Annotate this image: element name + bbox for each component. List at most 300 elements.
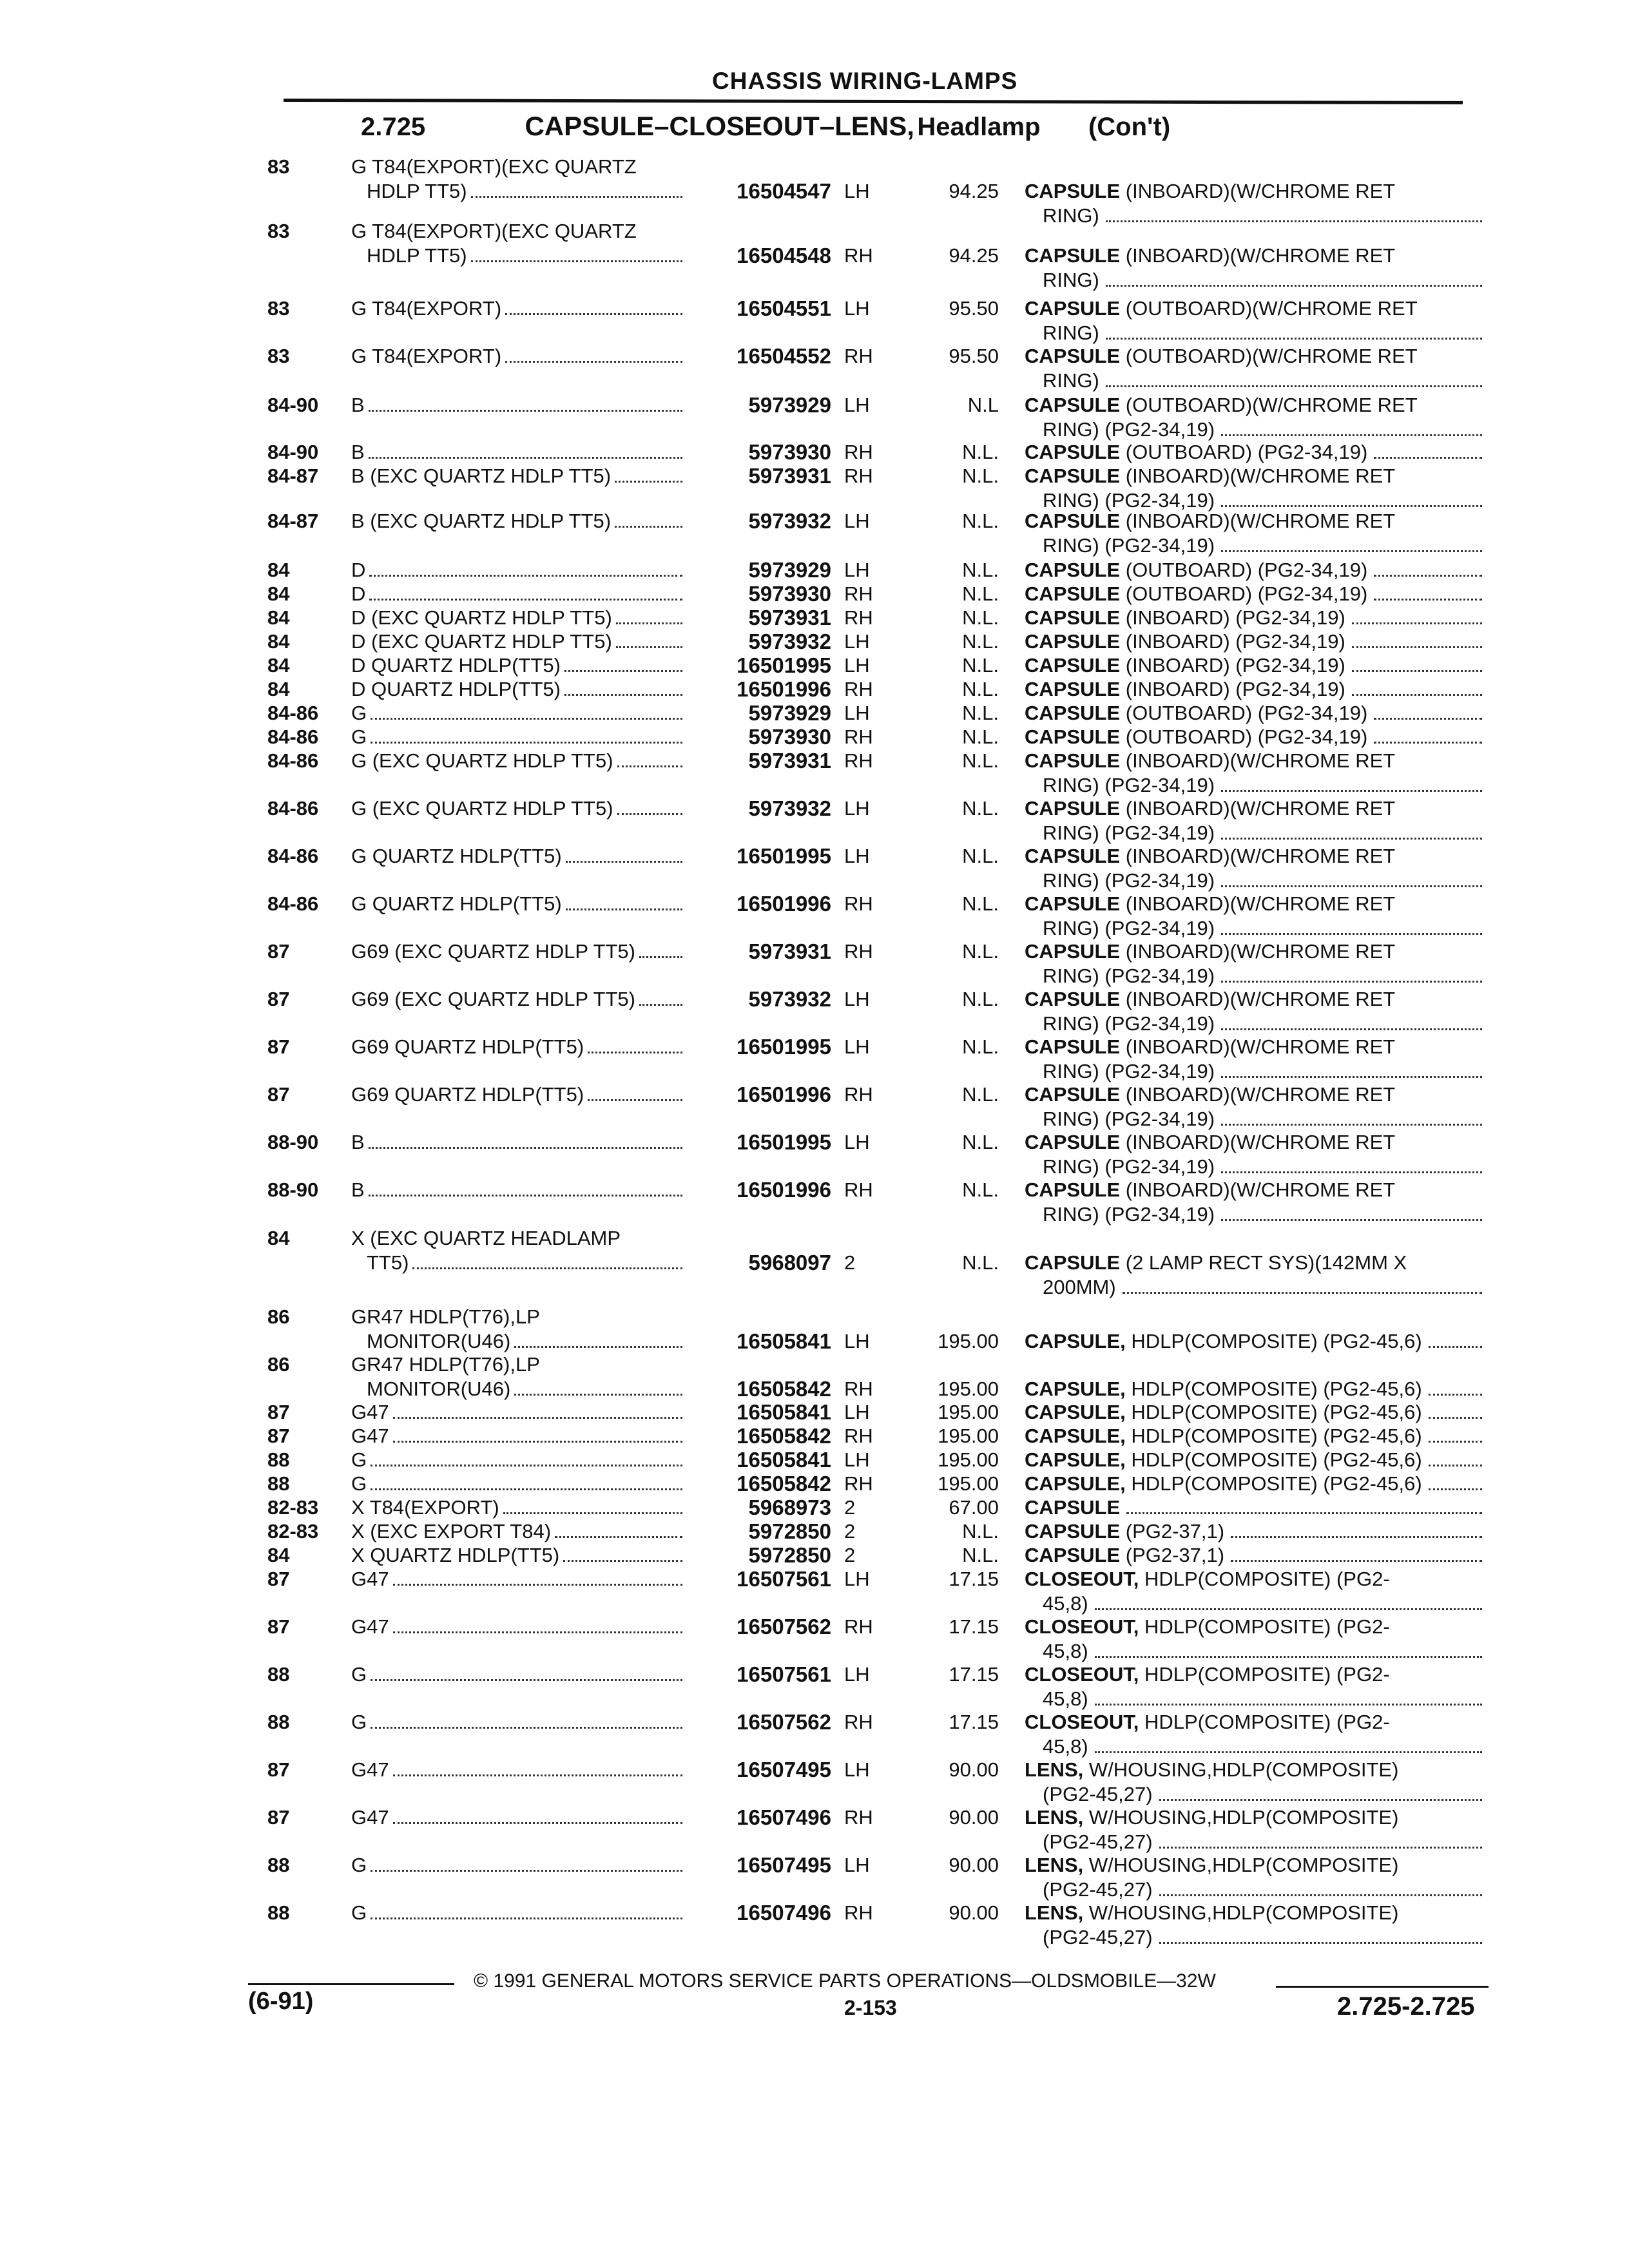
entry-description	[351, 939, 686, 964]
description-text: TT5)	[367, 1251, 409, 1274]
part-name-line	[1025, 1758, 1482, 1782]
quantity: LH	[844, 845, 870, 867]
part-name	[1025, 1178, 1482, 1227]
price: N.L.	[962, 1251, 999, 1274]
dot-leader	[1095, 1656, 1482, 1658]
description-line	[351, 296, 686, 321]
part-name	[1025, 1615, 1482, 1664]
part-name	[1025, 244, 1482, 293]
price: 95.50	[949, 297, 999, 320]
part-name	[1025, 344, 1482, 393]
part-name	[1025, 464, 1482, 513]
part-keyword: CAPSULE	[1025, 244, 1121, 267]
price: 195.00	[938, 1330, 999, 1352]
price: 90.00	[949, 1854, 999, 1876]
description-line	[351, 558, 686, 582]
quantity: LH	[844, 559, 870, 581]
description-text: G	[351, 1448, 367, 1471]
entry-year: 84-86	[267, 726, 319, 748]
price: N.L.	[962, 510, 999, 532]
part-name-text: RING) (PG2-34,19)	[1043, 965, 1215, 987]
entry-description	[351, 393, 686, 418]
part-keyword: CAPSULE	[1025, 726, 1121, 748]
entry-description	[351, 677, 686, 702]
part-name-line	[1025, 1178, 1482, 1202]
price: N.L.	[962, 606, 999, 629]
description-line	[351, 1901, 686, 1925]
part-keyword: CAPSULE	[1025, 654, 1121, 677]
description-text: G69 (EXC QUARTZ HDLP TT5)	[351, 940, 635, 963]
dot-leader	[1352, 622, 1482, 624]
entry-year: 83	[267, 345, 290, 367]
description-line	[351, 440, 686, 465]
entry-year: 84-86	[267, 845, 319, 867]
part-name-text: CAPSULE (INBOARD)(W/CHROME RET	[1025, 510, 1396, 532]
dot-leader	[1106, 285, 1482, 287]
entry-description	[351, 725, 686, 749]
dot-leader	[471, 260, 682, 262]
part-number: 5972850	[748, 1543, 831, 1567]
part-number: 5973932	[748, 796, 831, 820]
dot-leader	[1429, 1488, 1482, 1490]
quantity: RH	[844, 465, 873, 487]
part-name-text: RING) (PG2-34,19)	[1043, 917, 1215, 939]
part-name	[1025, 558, 1482, 582]
part-name-text: RING)	[1043, 204, 1099, 227]
dot-leader	[639, 1004, 682, 1006]
quantity: RH	[844, 244, 873, 267]
description-text: G	[351, 1663, 367, 1686]
part-name-text: CAPSULE (PG2-37,1)	[1025, 1520, 1225, 1542]
entry-year: 84-86	[267, 797, 319, 820]
description-line	[351, 509, 686, 533]
part-number: 16501995	[737, 1035, 831, 1059]
description-line	[351, 1662, 686, 1687]
quantity: RH	[844, 1615, 873, 1638]
part-name-line	[1025, 244, 1482, 268]
part-name-line	[1025, 1472, 1482, 1496]
description-line	[351, 892, 686, 916]
part-name	[1025, 1400, 1482, 1425]
price: 90.00	[949, 1758, 999, 1781]
dot-leader	[1159, 1894, 1482, 1896]
part-name-text: CAPSULE (INBOARD)(W/CHROME RET	[1025, 1131, 1396, 1153]
entry-description	[351, 629, 686, 654]
quantity: RH	[844, 678, 873, 700]
part-name-text: CAPSULE, HDLP(COMPOSITE) (PG2-45,6)	[1025, 1448, 1422, 1471]
part-name-text: CAPSULE (INBOARD)(W/CHROME RET	[1025, 1178, 1396, 1201]
part-name-line	[1025, 369, 1482, 393]
entry-year: 87	[267, 988, 290, 1010]
dot-leader	[369, 457, 682, 459]
description-line	[351, 1377, 686, 1401]
description-text: D	[351, 582, 366, 605]
part-number: 5973931	[748, 606, 831, 629]
entry-description	[351, 987, 686, 1012]
price: N.L.	[962, 1131, 999, 1153]
dot-leader	[588, 1099, 682, 1101]
description-line	[351, 1472, 686, 1496]
description-text: D (EXC QUARTZ HDLP TT5)	[351, 606, 612, 629]
dot-leader	[1095, 1751, 1482, 1753]
part-keyword: CAPSULE,	[1025, 1401, 1126, 1423]
part-name-text: CAPSULE, HDLP(COMPOSITE) (PG2-45,6)	[1025, 1401, 1422, 1423]
dot-leader	[616, 622, 682, 624]
continued-label: (Con't)	[1088, 113, 1171, 141]
quantity: RH	[844, 606, 873, 629]
description-text: X QUARTZ HDLP(TT5)	[351, 1544, 560, 1566]
entry-description	[351, 440, 686, 465]
description-text: HDLP TT5)	[367, 180, 467, 202]
part-name-text: CAPSULE, HDLP(COMPOSITE) (PG2-45,6)	[1025, 1472, 1422, 1495]
part-number: 5973930	[748, 582, 831, 606]
price: N.L.	[962, 1035, 999, 1058]
description-line	[351, 244, 686, 268]
dot-leader	[1123, 1292, 1482, 1294]
page-number: 2-153	[844, 1996, 897, 2019]
part-name	[1025, 1519, 1482, 1544]
quantity: LH	[844, 180, 870, 202]
description-text: G47	[351, 1425, 389, 1447]
footer-rule-right	[1276, 1986, 1489, 1988]
part-keyword: CAPSULE	[1025, 702, 1121, 724]
part-name-line	[1025, 964, 1482, 988]
part-name-text: CAPSULE (INBOARD) (PG2-34,19)	[1025, 678, 1345, 700]
part-name-text: CAPSULE (OUTBOARD) (PG2-34,19)	[1025, 559, 1368, 581]
description-line	[351, 725, 686, 749]
part-name-text: (PG2-45,27)	[1043, 1783, 1153, 1805]
part-number: 5973932	[748, 987, 831, 1011]
quantity: LH	[844, 797, 870, 820]
dot-leader	[1159, 1799, 1482, 1801]
part-name-line	[1025, 677, 1482, 702]
description-line	[351, 1400, 686, 1425]
part-name-line	[1025, 701, 1482, 726]
part-name-line	[1025, 869, 1482, 893]
entry-year: 84-90	[267, 441, 319, 463]
price: N.L.	[962, 1178, 999, 1201]
part-keyword: CAPSULE	[1025, 1520, 1121, 1542]
part-name-text: RING) (PG2-34,19)	[1043, 1060, 1215, 1082]
quantity: LH	[844, 1035, 870, 1058]
description-line	[351, 179, 686, 204]
entry-description	[351, 1448, 686, 1472]
part-name-line	[1025, 533, 1482, 558]
entry-description	[351, 1710, 686, 1735]
description-text: X (EXC EXPORT T84)	[351, 1520, 552, 1542]
part-name	[1025, 179, 1482, 228]
part-keyword: CLOSEOUT,	[1025, 1615, 1139, 1638]
part-name-text: CLOSEOUT, HDLP(COMPOSITE) (PG2-	[1025, 1568, 1390, 1590]
part-name-text: CAPSULE (INBOARD)(W/CHROME RET	[1025, 180, 1396, 202]
description-text: G69 QUARTZ HDLP(TT5)	[351, 1035, 584, 1058]
part-name-line	[1025, 1130, 1482, 1155]
description-text: GR47 HDLP(T76),LP	[351, 1353, 540, 1376]
part-name-text: RING) (PG2-34,19)	[1043, 774, 1215, 796]
price: N.L.	[962, 797, 999, 820]
dot-leader	[1429, 1417, 1482, 1419]
part-name-text: CAPSULE (OUTBOARD)(W/CHROME RET	[1025, 394, 1418, 416]
dot-leader	[393, 1417, 682, 1419]
entry-year: 82-83	[267, 1520, 319, 1542]
entry-year: 83	[267, 155, 290, 178]
quantity: RH	[844, 892, 873, 915]
entry-description	[351, 1035, 686, 1059]
part-keyword: LENS,	[1025, 1901, 1084, 1924]
entry-description	[351, 1543, 686, 1568]
dot-leader	[1429, 1346, 1482, 1348]
part-keyword: CAPSULE	[1025, 1251, 1121, 1274]
price: 67.00	[949, 1496, 999, 1519]
entry-description	[351, 1519, 686, 1544]
part-name-text: CAPSULE (OUTBOARD) (PG2-34,19)	[1025, 441, 1368, 463]
part-name-text: RING)	[1043, 322, 1099, 344]
quantity: LH	[844, 1854, 870, 1876]
entry-description	[351, 464, 686, 488]
entry-description	[351, 582, 686, 606]
description-text: B	[351, 1178, 365, 1201]
description-line	[351, 796, 686, 821]
dot-leader	[1126, 1512, 1482, 1514]
description-text: G (EXC QUARTZ HDLP TT5)	[351, 749, 613, 772]
quantity: LH	[844, 394, 870, 416]
description-text: G (EXC QUARTZ HDLP TT5)	[351, 797, 613, 820]
part-name	[1025, 987, 1482, 1036]
dot-leader	[393, 1774, 682, 1776]
section-subname: Headlamp	[917, 113, 1041, 141]
price: N.L.	[962, 892, 999, 915]
part-name	[1025, 844, 1482, 893]
part-name	[1025, 1710, 1482, 1759]
entry-year: 88	[267, 1711, 290, 1733]
part-number: 16505841	[737, 1400, 831, 1424]
entry-description	[351, 1472, 686, 1496]
part-name-line	[1025, 1591, 1482, 1616]
price: 17.15	[949, 1711, 999, 1733]
part-keyword: CAPSULE	[1025, 510, 1121, 532]
description-line	[351, 1495, 686, 1520]
description-text: G47	[351, 1806, 389, 1829]
entry-description	[351, 606, 686, 630]
description-line	[351, 653, 686, 678]
part-name-line	[1025, 1710, 1482, 1735]
part-keyword: CLOSEOUT,	[1025, 1663, 1139, 1686]
dot-leader	[1221, 933, 1482, 935]
entry-year: 84	[267, 1544, 290, 1566]
part-number: 16501996	[737, 1082, 831, 1106]
quantity: RH	[844, 726, 873, 748]
part-number: 5973929	[748, 701, 831, 725]
part-name-line	[1025, 1853, 1482, 1878]
dot-leader	[588, 1052, 682, 1053]
dot-leader	[1429, 1465, 1482, 1466]
quantity: RH	[844, 1425, 873, 1447]
description-text: G	[351, 1472, 367, 1495]
dot-leader	[1159, 1847, 1482, 1849]
description-text: G QUARTZ HDLP(TT5)	[351, 892, 562, 915]
dot-leader	[1429, 1441, 1482, 1443]
part-name	[1025, 629, 1482, 654]
part-number: 16507495	[737, 1758, 831, 1782]
part-name-text: CAPSULE (INBOARD)(W/CHROME RET	[1025, 1083, 1396, 1106]
part-number: 16504551	[737, 296, 831, 320]
part-number: 16505842	[737, 1377, 831, 1401]
part-name-line	[1025, 653, 1482, 678]
quantity: RH	[844, 1178, 873, 1201]
part-keyword: CAPSULE	[1025, 845, 1121, 867]
dot-leader	[1095, 1704, 1482, 1706]
part-name-line	[1025, 1107, 1482, 1131]
part-name-text	[1025, 1495, 1120, 1520]
description-text: G T84(EXPORT)	[351, 345, 502, 367]
part-name-text: RING) (PG2-34,19)	[1043, 1012, 1215, 1035]
part-keyword: CAPSULE	[1025, 1131, 1121, 1153]
description-line	[351, 939, 686, 964]
price: N.L.	[962, 702, 999, 724]
price: 94.25	[949, 180, 999, 202]
price: N.L.	[962, 678, 999, 700]
part-name-text: CAPSULE (INBOARD)(W/CHROME RET	[1025, 988, 1396, 1010]
description-text: B (EXC QUARTZ HDLP TT5)	[351, 465, 612, 487]
part-number: 16501996	[737, 677, 831, 701]
part-name-text: RING) (PG2-34,19)	[1043, 489, 1215, 512]
dot-leader	[1374, 599, 1482, 601]
price: N.L.	[962, 749, 999, 772]
part-name-line	[1025, 1448, 1482, 1472]
part-name-text: CAPSULE (OUTBOARD) (PG2-34,19)	[1025, 582, 1368, 605]
entry-year: 88	[267, 1663, 290, 1686]
entry-year: 87	[267, 1401, 290, 1423]
description-line	[351, 1130, 686, 1155]
description-line	[351, 1758, 686, 1782]
part-number: 5973931	[748, 464, 831, 488]
part-name-text: CAPSULE (INBOARD)(W/CHROME RET	[1025, 749, 1396, 772]
part-name	[1025, 606, 1482, 630]
entry-year: 84-87	[267, 465, 319, 487]
dot-leader	[369, 1147, 682, 1149]
entry-description	[351, 1305, 686, 1354]
part-keyword: CAPSULE	[1025, 1035, 1121, 1058]
description-text: G69 (EXC QUARTZ HDLP TT5)	[351, 988, 635, 1010]
part-number: 16505841	[737, 1448, 831, 1472]
description-line	[351, 464, 686, 488]
quantity: LH	[844, 297, 870, 320]
part-keyword: CAPSULE	[1025, 465, 1121, 487]
description-line	[351, 1251, 686, 1275]
part-name-line	[1025, 1329, 1482, 1354]
entry-year: 84-86	[267, 892, 319, 915]
price: 95.50	[949, 345, 999, 367]
part-name	[1025, 1448, 1482, 1472]
part-name-text: RING) (PG2-34,19)	[1043, 1155, 1215, 1178]
part-keyword: CAPSULE	[1025, 1178, 1121, 1201]
part-name	[1025, 1251, 1482, 1300]
section-number: 2.725	[361, 113, 426, 141]
dot-leader	[369, 410, 682, 412]
section-heading	[361, 111, 1170, 142]
entry-description	[351, 219, 686, 268]
entry-year: 86	[267, 1305, 290, 1328]
description-line	[351, 1305, 686, 1329]
revision-date: (6-91)	[248, 1988, 314, 2015]
description-text: D (EXC QUARTZ HDLP TT5)	[351, 630, 612, 653]
part-name-text: CAPSULE (OUTBOARD)(W/CHROME RET	[1025, 297, 1418, 320]
entry-description	[351, 844, 686, 869]
part-name	[1025, 1377, 1482, 1401]
dot-leader	[1221, 550, 1482, 552]
part-name-line	[1025, 464, 1482, 488]
part-name	[1025, 725, 1482, 749]
quantity: LH	[844, 988, 870, 1010]
dot-leader	[1231, 1536, 1482, 1538]
entry-description	[351, 1130, 686, 1155]
part-name-text: (PG2-45,27)	[1043, 1878, 1153, 1901]
dot-leader	[371, 1727, 682, 1729]
part-name-text: 45,8)	[1043, 1687, 1088, 1710]
entry-year: 87	[267, 1758, 290, 1781]
price: 195.00	[938, 1401, 999, 1423]
quantity: LH	[844, 1663, 870, 1686]
quantity: LH	[844, 702, 870, 724]
entry-description	[351, 1567, 686, 1591]
description-line	[351, 1352, 686, 1377]
part-number: 16504552	[737, 344, 831, 368]
part-name-line	[1025, 296, 1482, 321]
dot-leader	[1374, 742, 1482, 744]
part-keyword: CLOSEOUT,	[1025, 1711, 1139, 1733]
part-number: 16501995	[737, 1130, 831, 1154]
quantity: RH	[844, 940, 873, 963]
part-number: 16501995	[737, 653, 831, 677]
dot-leader	[1221, 1219, 1482, 1221]
entry-year: 87	[267, 1035, 290, 1058]
entry-year: 88	[267, 1448, 290, 1471]
entry-year: 84	[267, 606, 290, 629]
part-name-line	[1025, 1251, 1482, 1275]
part-number: 5973929	[748, 558, 831, 582]
part-name	[1025, 1130, 1482, 1179]
description-text: D	[351, 559, 366, 581]
part-number: 5968973	[748, 1495, 831, 1519]
part-name-line	[1025, 321, 1482, 345]
entry-description	[351, 1400, 686, 1425]
description-line	[351, 1226, 686, 1251]
part-name-text: (PG2-45,27)	[1043, 1831, 1153, 1853]
description-text: G	[351, 1854, 367, 1876]
part-number: 16505842	[737, 1424, 831, 1448]
part-name-line	[1025, 1901, 1482, 1925]
entry-year: 87	[267, 1425, 290, 1447]
entry-year: 87	[267, 1806, 290, 1829]
page-title: CHASSIS WIRING-LAMPS	[712, 68, 1018, 94]
description-text: G47	[351, 1568, 389, 1590]
quantity: 2	[844, 1496, 856, 1519]
description-line	[351, 1543, 686, 1568]
part-name-line	[1025, 1202, 1482, 1227]
part-name-text: CAPSULE (INBOARD) (PG2-34,19)	[1025, 606, 1345, 629]
entry-year: 84	[267, 654, 290, 677]
description-text: MONITOR(U46)	[367, 1330, 511, 1352]
dot-leader	[369, 1195, 682, 1196]
part-name-text: 200MM)	[1043, 1276, 1116, 1298]
dot-leader	[371, 742, 682, 744]
part-name-text: RING)	[1043, 369, 1099, 392]
entry-year: 82-83	[267, 1496, 319, 1519]
part-number: 16505842	[737, 1472, 831, 1495]
part-name-line	[1025, 1059, 1482, 1084]
price: 17.15	[949, 1568, 999, 1590]
part-name-line	[1025, 749, 1482, 773]
